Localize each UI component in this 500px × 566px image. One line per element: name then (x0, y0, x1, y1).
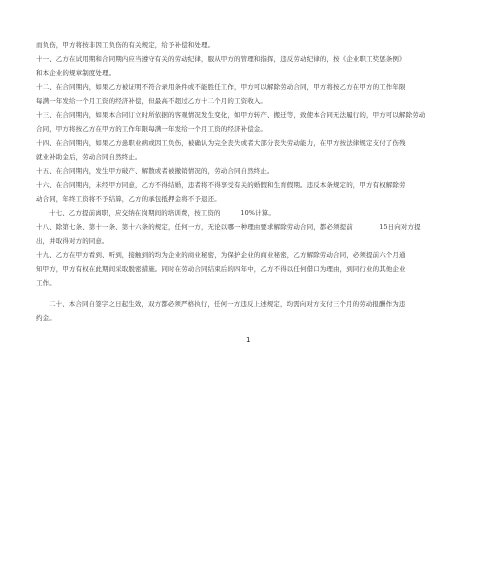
clause-paragraph (36, 297, 462, 325)
clause-paragraph (36, 248, 462, 290)
text-line: 十三、在合同期内，如果本合同订立时所依据的客观情况发生变化，如甲方转产、搬迁等，致使本合同无法履行的，甲方可以解除劳动 (36, 111, 426, 119)
clause-paragraph (36, 206, 462, 220)
clause-paragraph (36, 164, 462, 178)
clause-paragraph (36, 136, 462, 164)
text-line: 十二、在合同期内，如果乙方被证明不符合录用条件或不能胜任工作，甲方可以解除劳动合同，甲方将按乙方在甲方的工作年限 (36, 83, 406, 91)
text-line: 工作。 (36, 279, 56, 287)
text-line: 动合同，年终工资将不予结算，乙方的承包抵押金将不予退还。 (36, 195, 221, 203)
text-line: 合同，甲方将按乙方在甲方的工作年限每满一年发给一个月工资的经济补偿金。 (36, 125, 267, 133)
document-body (36, 38, 462, 325)
text-line: 每满一年发给一个月工资的经济补偿，但最高不超过乙方十二个月的工资收入。 (36, 97, 267, 105)
text-line: 十五、在合同期内，发生甲方破产、解散或者被撤销情况的，劳动合同自然终止。 (36, 167, 274, 175)
page-number: 1 (246, 336, 251, 344)
text-line: 出，并取得对方的同意。 (36, 237, 109, 245)
clause-paragraph (36, 38, 462, 52)
clause-paragraph (36, 220, 462, 248)
clause-paragraph (36, 178, 462, 206)
text-line: 十四、在合同期内，如果乙方患职业病或因工负伤，被确认为完全丧失或者大部分丧失劳动能力，在甲方按法律规定支付了伤残 (36, 139, 406, 147)
text-line: 十九、乙方在甲方看到、听到，接触到的均为企业的商业秘密，为保护企业的商业秘密，乙方解除劳动合同，必须提前六个月通 (36, 251, 406, 259)
clause-paragraph (36, 80, 462, 108)
text-line: 十一、乙方在试用期和合同期内应当遵守有关的劳动纪律，服从甲方的管理和指挥，违反劳动纪律的，按《企业职工奖惩条例》 (36, 55, 406, 63)
text-line: 十六、在合同期内，未经甲方同意，乙方不得结婚，违者将不得享受有关的婚假和生育假期。违反本条规定的，甲方有权解除劳 (36, 181, 406, 189)
text-line: 和本企业的规章制度处理。 (36, 69, 116, 77)
text-line: 十八、除第七条、第十一条、第十六条的规定，任何一方，无论以哪一种理由要求解除劳动合同，都必须提前 15日向对方提 (36, 223, 421, 231)
text-line: 就业补助金后，劳动合同自然终止。 (36, 153, 142, 161)
text-line: 而负伤，甲方将按非因工负伤的有关规定，给予补偿和处理。 (36, 41, 215, 49)
text-line: 知甲方，甲方有权在此期间采取脱密措施。同时在劳动合同结束后的四年中，乙方不得以任何借口为理由，到同行业的其他企业 (36, 265, 406, 273)
clause-paragraph (36, 52, 462, 80)
text-line: 约金。 (36, 314, 56, 322)
clause-paragraph (36, 108, 462, 136)
text-line: 十七、乙方提前离职，应交纳在岗期间的培训费，按工资的 10%计算。 (49, 209, 275, 217)
text-line: 二十、本合同自签字之日起生效，双方都必须严格执行，任何一方违反上述规定，均需向对方支付三个月的劳动报酬作为违 (49, 300, 406, 308)
